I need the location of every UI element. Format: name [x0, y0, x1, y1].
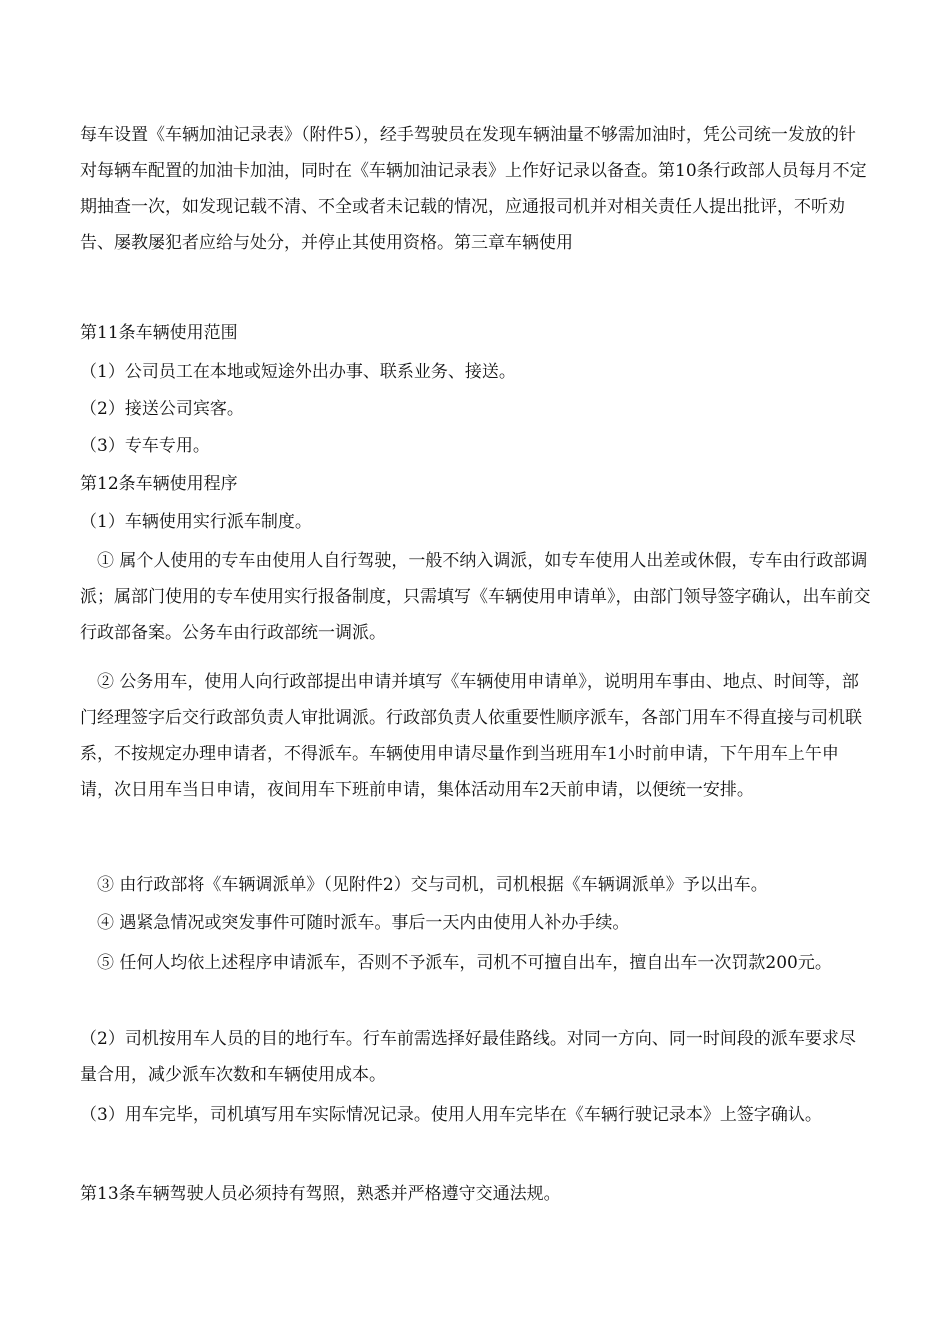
sub-item-circled-4: ④ 遇紧急情况或突发事件可随时派车。事后一天内由使用人补办手续。 — [97, 913, 630, 933]
list-item-scope-3: （3）专车专用。 — [80, 436, 210, 456]
sub-item-circled-3: ③ 由行政部将《车辆调派单》（见附件2）交与司机，司机根据《车辆调派单》予以出车。 — [97, 875, 768, 895]
sub-item-circled-5: ⑤ 任何人均依上述程序申请派车，否则不予派车，司机不可擅自出车，擅自出车一次罚款200元。 — [97, 953, 832, 973]
list-item-procedure-2: （2）司机按用车人员的目的地行车。行车前需选择好最佳路线。对同一方向、同一时间段的派车要求尽量合用，减少派车次数和车辆使用成本。 — [80, 1029, 856, 1085]
heading-article-13: 第13条车辆驾驶人员必须持有驾照，熟悉并严格遵守交通法规。 — [80, 1184, 561, 1204]
sub-item-circled-1: ① 属个人使用的专车由使用人自行驾驶，一般不纳入调派，如专车使用人出差或休假，专车由行政部调派；属部门使用的专车使用实行报备制度，只需填写《车辆使用申请单》，由部门领导签字确认，出车前交行政部备案。公务车由行政部统一调派。 — [80, 551, 871, 643]
list-item-scope-1: （1）公司员工在本地或短途外出办事、联系业务、接送。 — [80, 362, 516, 382]
paragraph-fuel-record: 每车设置《车辆加油记录表》（附件5），经手驾驶员在发现车辆油量不够需加油时，凭公司统一发放的针对每辆车配置的加油卡加油，同时在《车辆加油记录表》上作好记录以备查。第10条行政部人员每月不定期抽查一次，如发现记载不清、不全或者未记载的情况，应通报司机并对相关责任人提出批评，不听劝告、屡教屡犯者应给与处分，并停止其使用资格。第三章车辆使用 — [80, 125, 867, 253]
list-item-scope-2: （2）接送公司宾客。 — [80, 399, 244, 419]
list-item-procedure-1: （1）车辆使用实行派车制度。 — [80, 512, 312, 532]
heading-article-11: 第11条车辆使用范围 — [80, 323, 238, 343]
sub-item-circled-2: ② 公务用车，使用人向行政部提出申请并填写《车辆使用申请单》，说明用车事由、地点、时间等，部门经理签字后交行政部负责人审批调派。行政部负责人依重要性顺序派车，各部门用车不得直接与司机联系，不按规定办理申请者，不得派车。车辆使用申请尽量作到当班用车1小时前申请，下午用车上午申请，次日用车当日申请，夜间用车下班前申请，集体活动用车2天前申请，以便统一安排。 — [80, 672, 862, 800]
heading-article-12: 第12条车辆使用程序 — [80, 474, 238, 494]
list-item-procedure-3: （3）用车完毕，司机填写用车实际情况记录。使用人用车完毕在《车辆行驶记录本》上签字确认。 — [80, 1105, 822, 1125]
